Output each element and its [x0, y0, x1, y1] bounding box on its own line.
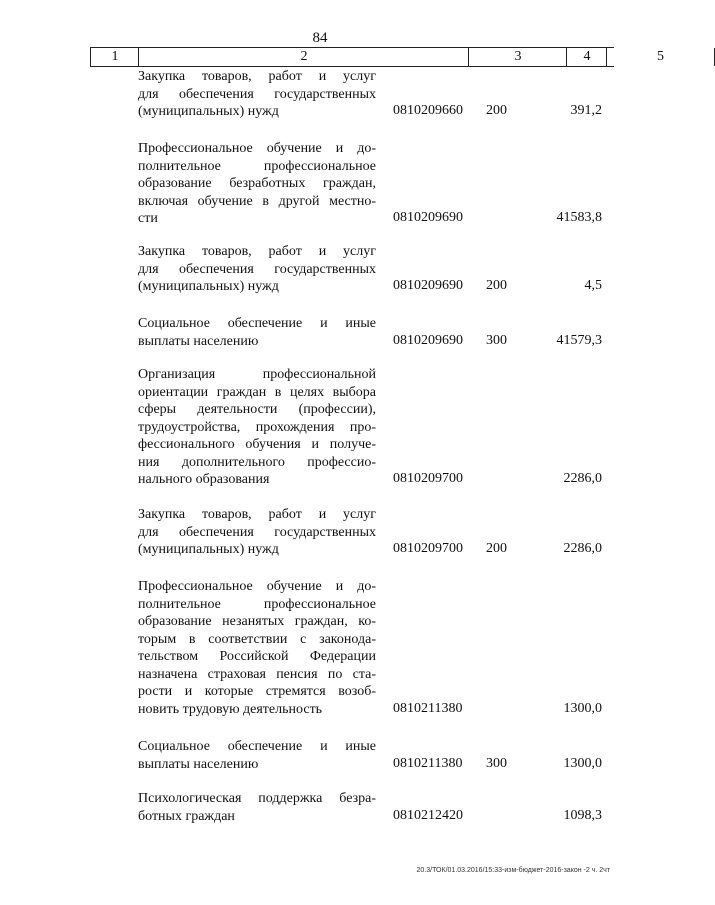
page-number: 84	[312, 30, 328, 46]
footer-note: 20.3/ТОК/01.03.2016/15:33-изм-бюджет-2016-закон -2 ч. 2чт	[416, 867, 610, 874]
description-line: Профессиональное обучение и до-	[138, 579, 376, 594]
row-expense-type: 300	[486, 755, 507, 771]
row-code: 0810211380	[393, 755, 463, 771]
description-line: Социальное обеспечение и иные	[138, 739, 376, 754]
row-amount: 2286,0	[563, 471, 602, 486]
description-line: ния дополнительного профессио-	[138, 454, 376, 470]
row-code: 0810209660	[393, 103, 463, 118]
row-code: 0810209700	[393, 471, 463, 486]
header-col-3: 3	[468, 48, 567, 66]
table-header	[90, 47, 664, 67]
description-line: новить трудовую деятельность	[138, 701, 323, 717]
description-line: торым в соответствии с законода-	[138, 631, 376, 647]
description-line: тельством Российской Федерации	[138, 649, 376, 664]
description-line: полнительное профессиональное	[138, 158, 376, 174]
description-line: Профессиональное обучение и до-	[138, 141, 376, 156]
row-amount: 4,5	[584, 278, 602, 293]
description-line: Психологическая поддержка безра-	[138, 791, 376, 806]
header-col-2: 2	[138, 48, 469, 66]
description-line: Закупка товаров, работ и услуг	[138, 244, 376, 259]
row-code: 0810209690	[393, 332, 463, 348]
description-line: полнительное профессиональное	[138, 596, 376, 612]
row-description	[138, 315, 376, 350]
row-code: 0810209690	[393, 278, 463, 293]
row-description	[138, 506, 376, 559]
description-line: (муниципальных) нужд	[138, 542, 279, 557]
description-line: (муниципальных) нужд	[138, 104, 279, 119]
row-amount: 41579,3	[556, 332, 602, 348]
row-code: 0810209690	[393, 210, 463, 225]
description-line: (муниципальных) нужд	[138, 279, 279, 294]
description-line: сти	[138, 211, 158, 226]
description-line: фессионального обучения и получе-	[138, 437, 376, 452]
row-description	[138, 366, 376, 489]
row-amount: 1300,0	[563, 700, 602, 716]
row-description	[138, 790, 376, 825]
description-line: включая обучение в другой местно-	[138, 193, 376, 209]
row-amount: 41583,8	[556, 210, 602, 225]
row-amount: 1300,0	[563, 755, 602, 771]
header-col-5: 5	[606, 48, 715, 66]
description-line: Закупка товаров, работ и услуг	[138, 69, 376, 84]
row-description	[138, 140, 376, 228]
row-amount: 1098,3	[563, 807, 602, 823]
description-line: образование безработных граждан,	[138, 176, 376, 191]
description-line: для обеспечения государственных	[138, 524, 376, 540]
row-description	[138, 68, 376, 121]
row-expense-type: 200	[486, 541, 507, 556]
header-col-4: 4	[566, 48, 607, 66]
description-line: рости и которые стремятся возоб-	[138, 684, 376, 699]
row-amount: 2286,0	[563, 541, 602, 556]
description-line: для обеспечения государственных	[138, 86, 376, 102]
description-line: нального образования	[138, 472, 270, 487]
description-line: Организация профессиональной	[138, 367, 376, 382]
description-line: ориентации граждан в целях выбора	[138, 384, 376, 400]
description-line: для обеспечения государственных	[138, 261, 376, 277]
row-expense-type: 200	[486, 103, 507, 118]
description-line: сферы деятельности (профессии),	[138, 402, 376, 417]
description-line: образование незанятых граждан, ко-	[138, 614, 376, 629]
row-description	[138, 578, 376, 718]
row-description	[138, 243, 376, 296]
row-code: 0810209700	[393, 541, 463, 556]
row-code: 0810211380	[393, 700, 463, 716]
description-line: трудоустройства, прохождения про-	[138, 419, 376, 435]
row-expense-type: 200	[486, 278, 507, 293]
row-amount: 391,2	[570, 103, 602, 118]
description-line: выплаты населению	[138, 333, 259, 349]
description-line: назначена страховая пенсия по ста-	[138, 666, 376, 682]
description-line: Закупка товаров, работ и услуг	[138, 507, 376, 522]
description-line: выплаты населению	[138, 756, 259, 772]
row-expense-type: 300	[486, 332, 507, 348]
row-code: 0810212420	[393, 807, 463, 823]
row-description	[138, 738, 376, 773]
description-line: Социальное обеспечение и иные	[138, 316, 376, 331]
description-line: ботных граждан	[138, 808, 235, 824]
header-col-1: 1	[90, 48, 139, 66]
